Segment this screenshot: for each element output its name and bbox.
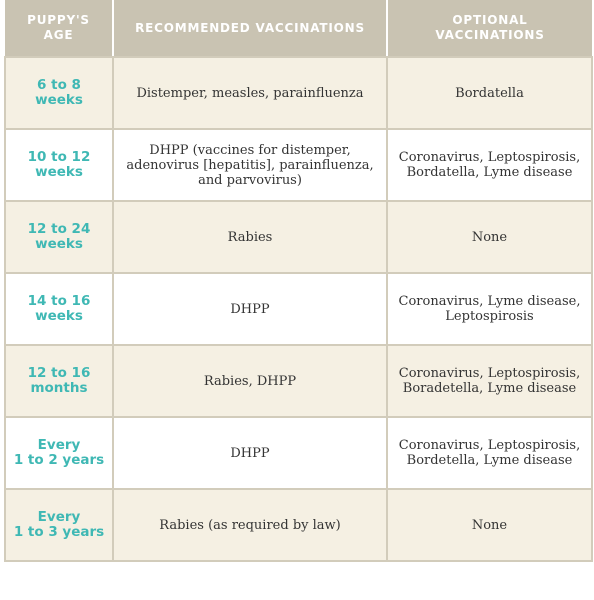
cell-text-line: 12 to 16 xyxy=(27,365,91,381)
age-cell xyxy=(5,57,113,129)
cell-text-line: DHPP xyxy=(230,445,270,461)
cell-text-line: Every xyxy=(37,437,81,453)
optional-cell xyxy=(387,273,592,345)
recommended-cell xyxy=(113,57,387,129)
recommended-cell xyxy=(113,489,387,561)
cell-text-line: 1 to 3 years xyxy=(13,524,105,540)
cell-text-line: Bordetella, Lyme disease xyxy=(406,453,573,468)
cell-text-line: Leptospirosis xyxy=(445,309,534,324)
recommended-cell xyxy=(113,201,387,273)
cell-text-line: and parvovirus) xyxy=(198,172,302,188)
optional-cell xyxy=(387,489,592,561)
table-row xyxy=(5,57,592,129)
cell-text-line: adenovirus [hepatitis], parainfluenza, xyxy=(126,157,374,173)
header-recommended-vaccinations xyxy=(113,0,387,57)
header-puppys-age xyxy=(5,0,113,57)
cell-text-line: Bordatella, Lyme disease xyxy=(406,165,573,180)
age-cell xyxy=(5,273,113,345)
age-cell xyxy=(5,489,113,561)
cell-text-line: Rabies, DHPP xyxy=(203,373,297,389)
cell-text-line: AGE xyxy=(43,28,74,42)
optional-cell xyxy=(387,129,592,201)
cell-text-line: RECOMMENDED VACCINATIONS xyxy=(135,20,365,35)
recommended-cell xyxy=(113,129,387,201)
cell-text-line: Coronavirus, Leptospirosis, xyxy=(398,438,581,453)
cell-text-line: weeks xyxy=(35,308,83,324)
table-row xyxy=(5,345,592,417)
cell-text-line: OPTIONAL xyxy=(452,13,528,27)
cell-text-line: Rabies xyxy=(227,229,273,245)
optional-cell xyxy=(387,57,592,129)
age-cell xyxy=(5,129,113,201)
cell-text-line: PUPPY'S xyxy=(27,13,90,27)
optional-cell xyxy=(387,417,592,489)
cell-text-line: 6 to 8 xyxy=(37,77,81,93)
age-cell xyxy=(5,345,113,417)
age-cell xyxy=(5,417,113,489)
cell-text-line: weeks xyxy=(35,164,83,180)
cell-text-line: weeks xyxy=(35,236,83,252)
cell-text-line: Coronavirus, Lyme disease, xyxy=(398,294,581,309)
cell-text-line: Rabies (as required by law) xyxy=(159,517,341,533)
cell-text-line: None xyxy=(471,517,508,533)
cell-text-line: 10 to 12 xyxy=(27,149,91,165)
cell-text-line: weeks xyxy=(35,92,83,108)
cell-text-line: Bordatella xyxy=(455,85,524,101)
age-cell xyxy=(5,201,113,273)
recommended-cell xyxy=(113,345,387,417)
cell-text-line: Every xyxy=(37,509,81,525)
cell-text-line: 14 to 16 xyxy=(27,293,91,309)
vaccination-schedule-table xyxy=(4,0,593,562)
cell-text-line: 1 to 2 years xyxy=(13,452,105,468)
cell-text-line: DHPP (vaccines for distemper, xyxy=(149,142,351,158)
cell-text-line: DHPP xyxy=(230,301,270,317)
recommended-cell xyxy=(113,417,387,489)
table-row xyxy=(5,489,592,561)
cell-text-line: Coronavirus, Leptospirosis, xyxy=(398,150,581,165)
optional-cell xyxy=(387,201,592,273)
table-row xyxy=(5,417,592,489)
optional-cell xyxy=(387,345,592,417)
table-row xyxy=(5,273,592,345)
header-row xyxy=(5,0,592,57)
cell-text-line: None xyxy=(471,229,508,245)
cell-text-line: VACCINATIONS xyxy=(435,28,545,42)
cell-text-line: Boradetella, Lyme disease xyxy=(402,381,577,396)
table-row xyxy=(5,201,592,273)
cell-text-line: Distemper, measles, parainfluenza xyxy=(136,85,364,101)
table-row xyxy=(5,129,592,201)
recommended-cell xyxy=(113,273,387,345)
cell-text-line: Coronavirus, Leptospirosis, xyxy=(398,366,581,381)
cell-text-line: 12 to 24 xyxy=(27,221,91,237)
header-optional-vaccinations xyxy=(387,0,592,57)
table-body xyxy=(5,57,592,561)
cell-text-line: months xyxy=(30,380,88,396)
